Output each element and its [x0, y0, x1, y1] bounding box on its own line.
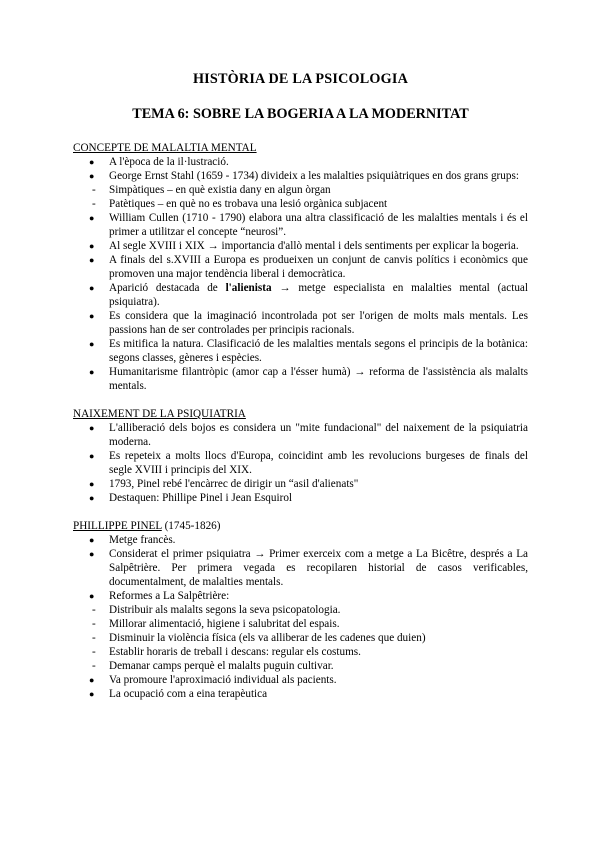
list-item: ● Destaquen: Phillipe Pinel i Jean Esquirol	[89, 492, 293, 504]
dash-icon: -	[92, 604, 96, 616]
bullet-icon: ●	[89, 549, 95, 559]
list-item: ● Es considera que la imaginació incontrolada pot ser l'origen de molts mals mentals. Les passions han de ser controlades per principis racionals.	[89, 310, 528, 336]
list-item: ● Humanitarisme filantròpic (amor cap a l'ésser humà) → reforma de l'assistència als malalts mentals.	[89, 366, 528, 392]
bullet-icon: ●	[89, 423, 95, 433]
section-heading	[73, 519, 528, 533]
list-item: ● A l'època de la il·lustració.	[89, 156, 229, 168]
section-heading-text: PHILLIPPE PINEL	[73, 520, 162, 532]
list-item: ● Metge francès.	[89, 534, 176, 546]
dash-icon: -	[92, 198, 96, 210]
sub-list-item: - Demanar camps perquè el malalts puguin cultivar.	[92, 660, 334, 672]
list-item: ● Considerat el primer psiquiatra → Primer exerceix com a metge a La Bicêtre, després a La Salpêtrière. Per primera vegada es recopilaren historial de casos verificables, documentalment, de malalties mentals.	[89, 548, 528, 588]
list-item: ● L'alliberació dels bojos es considera un "mite fundacional" del naixement de la psiquiatria moderna.	[89, 422, 528, 448]
list-item: ● George Ernst Stahl (1659 - 1734) divideix a les malalties psiquiàtriques en dos grans grups: - Simpàtiques – en què existia dany en algun òrgan - Patètiques – en què no es trobava una lesió orgànica subjacent	[73, 169, 528, 211]
section-heading-text: CONCEPTE DE MALALTIA MENTAL	[73, 142, 257, 154]
bullet-icon: ●	[89, 213, 95, 223]
document-title: HISTÒRIA DE LA PSICOLOGIA	[192, 71, 409, 87]
bullet-icon: ●	[89, 493, 95, 503]
section-heading-text: NAIXEMENT DE LA PSIQUIATRIA	[73, 408, 246, 420]
dash-icon: -	[92, 184, 96, 196]
section-heading-years: (1745-1826)	[161, 520, 221, 532]
bullet-icon: ●	[89, 535, 95, 545]
list-item: ● Es mitifica la natura. Clasificació de les malalties mentals segons el principis de la botànica: segons classes, gèneres i espècies.	[89, 338, 528, 364]
bullet-icon: ●	[89, 689, 95, 699]
sub-list-item: - Millorar alimentació, higiene i salubritat del espais.	[92, 618, 340, 630]
sub-list-item: - Distribuir als malalts segons la seva psicopatologia.	[92, 604, 341, 616]
list-item: ● William Cullen (1710 - 1790) elabora una altra classificació de les malalties mentals i és el primer a utilitzar el concepte “neurosi”.	[89, 212, 528, 238]
list-item: ● 1793, Pinel rebé l'encàrrec de dirigir un “asil d'alienats"	[89, 478, 359, 490]
bullet-icon: ●	[89, 311, 95, 321]
section-concepte	[73, 141, 528, 393]
dash-icon: -	[92, 632, 96, 644]
sub-list-item: - Patètiques – en què no es trobava una lesió orgànica subjacent	[92, 198, 388, 210]
document-subtitle: TEMA 6: SOBRE LA BOGERIA A LA MODERNITAT	[132, 106, 469, 122]
list-item: ● Va promoure l'aproximació individual als pacients.	[89, 674, 337, 686]
dash-icon: -	[92, 660, 96, 672]
list-item: ● Al segle XVIII i XIX → importancia d'allò mental i dels sentiments per explicar la bogeria.	[89, 240, 519, 252]
bullet-list	[73, 421, 528, 505]
sub-list-item: - Simpàtiques – en què existia dany en algun òrgan	[92, 184, 331, 196]
dash-icon: -	[92, 618, 96, 630]
list-item: ● Aparició destacada de l'alienista → metge especialista en malalties mental (actual psiquiatra).	[89, 282, 529, 308]
bullet-icon: ●	[89, 451, 95, 461]
bullet-icon: ●	[89, 157, 95, 167]
bullet-list	[73, 155, 528, 393]
list-item: ● Es repeteix a molts llocs d'Europa, coincidint amb les revolucions burgeses de finals del segle XVIII i principis del XIX.	[89, 450, 528, 476]
list-item: ● Reformes a La Salpêtrière: - Distribuir als malalts segons la seva psicopatologia. - Millorar alimentació, higiene i salubritat del espais. - Disminuir la violència física (els va alliberar de les cadenes que duien) - Establir horaris de treball i descans: regular els costums. - Demanar camps perquè el malalts puguin cultivar.	[73, 589, 528, 673]
sub-list	[92, 183, 528, 211]
sub-list	[92, 603, 528, 673]
bullet-icon: ●	[89, 171, 95, 181]
bullet-icon: ●	[89, 479, 95, 489]
bullet-icon: ●	[89, 675, 95, 685]
bullet-icon: ●	[89, 241, 95, 251]
list-item: ● A finals del s.XVIII a Europa es produeixen un conjunt de canvis polítics i econòmics que promoven una major tendència liberal i democràtica.	[89, 254, 528, 280]
section-pinel	[73, 519, 528, 701]
bullet-icon: ●	[89, 255, 95, 265]
bullet-list	[73, 533, 528, 701]
bullet-icon: ●	[89, 367, 95, 377]
alienista-term: l'alienista	[225, 282, 272, 294]
sub-list-item: - Disminuir la violència física (els va alliberar de les cadenes que duien)	[92, 632, 426, 644]
sub-list-item: - Establir horaris de treball i descans: regular els costums.	[92, 646, 361, 658]
bullet-icon: ●	[89, 283, 95, 293]
section-naixement	[73, 407, 528, 505]
dash-icon: -	[92, 646, 96, 658]
list-item: ● La ocupació com a eina terapèutica	[89, 688, 268, 700]
bullet-icon: ●	[89, 591, 95, 601]
section-heading	[73, 141, 528, 155]
section-heading	[73, 407, 528, 421]
bullet-icon: ●	[89, 339, 95, 349]
